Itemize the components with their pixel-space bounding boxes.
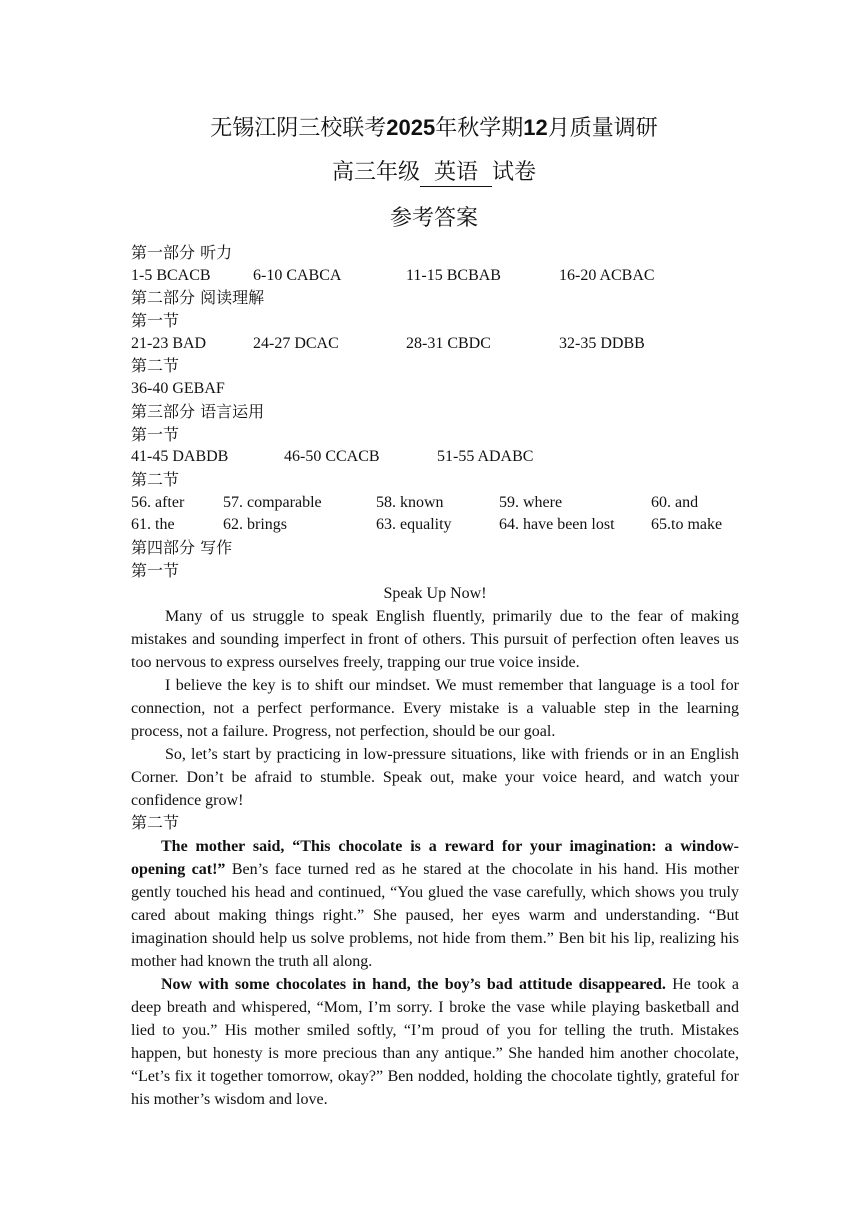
part1-answers [131,265,739,288]
fill-answer: 56. after [131,493,185,511]
answer-group: 11-15 BCBAB [406,266,501,284]
answer-group: 16-20 ACBAC [559,266,655,284]
fill-answer: 64. have been lost [499,516,615,534]
fill-answer: 65.to make [651,516,723,534]
story-paragraph-2-text: He took a deep breath and whispered, “Mom, I’m sorry. I broke the vase while playing basketball and lied to you.” His mother smiled softly, “I’m proud of you for telling the truth. Mistakes happen, but honesty is more precious than any antique.” She handed him another chocolate, “Let’s fix it together tomorrow, okay?” Ben nodded, holding the chocolate tightly, grateful for his mother’s wisdom and love. [131,976,740,1108]
essay-title: Speak Up Now! [383,585,487,603]
essay-paragraph-3: So, let’s start by practicing in low-pressure situations, like with friends or in an English Corner. Don’t be afraid to stumble. Speak out, make your voice heard, and watch your confidence grow! [131,746,739,810]
answer-group: 6-10 CABCA [253,266,342,284]
subject-label: 英语 [420,160,492,187]
essay-paragraph-1: Many of us struggle to speak English fluently, primarily due to the fear of making mistakes and sounding imperfect in front of others. This pursuit of perfection often leaves us too nervous to express ourselves freely, trapping our true voice inside. [131,608,739,672]
answer-group: 21-23 BAD [131,334,207,352]
document-body [131,242,739,1111]
fill-answer: 57. comparable [223,493,322,511]
part4-heading: 第四部分 写作 [131,537,233,557]
title-part2: 年秋学期 [435,116,524,141]
fill-answer: 59. where [499,493,563,511]
answer-group: 46-50 CCACB [284,448,380,466]
fill-answer: 62. brings [223,516,287,534]
title-part3: 月质量调研 [547,116,658,141]
part3-section1-answers [131,446,739,469]
fill-answer: 60. and [651,493,699,511]
answer-group: 24-27 DCAC [253,334,339,352]
document-title [0,113,868,144]
answer-group: 28-31 CBDC [406,334,491,352]
fill-answer: 58. known [376,493,444,511]
grade-label: 高三年级 [331,160,420,185]
story-paragraph-1 [131,835,739,973]
story-paragraph-2 [131,973,739,1111]
answer-group: 41-45 DABDB [131,448,229,466]
answer-group: 32-35 DDBB [559,334,645,352]
part3-section1-heading: 第一节 [131,424,180,444]
fill-answer: 61. the [131,516,175,534]
paper-subtitle [0,158,868,188]
part2-section1-heading: 第一节 [131,311,180,331]
part2-section2-heading: 第二节 [131,356,180,376]
title-month: 12 [523,115,548,140]
story-paragraph-1-text: Ben’s face turned red as he stared at the chocolate in his hand. His mother gently touched his head and continued, “You glued the vase carefully, which shows you truly cared about making things right.” She paused, her eyes warm and understanding. “But imagination should help us solve problems, not hide from them.” Ben bit his lip, realizing his mother had known the truth all along. [131,861,740,970]
answer-key-title: 参考答案 [389,206,478,231]
part3-fill-row1 [131,492,739,515]
part4-section2-heading: 第二节 [131,813,180,833]
fill-answer: 63. equality [376,516,452,534]
part1-heading: 第一部分 听力 [131,243,233,262]
answer-group: 51-55 ADABC [437,448,534,466]
part3-fill-row2 [131,514,739,537]
story-paragraph-1-lead: The mother said, “This chocolate is a reward for your imagination: a window-opening cat!” [131,838,739,878]
story-paragraph-2-lead: Now with some chocolates in hand, the boy’s bad attitude disappeared. [161,976,666,993]
part2-section2-answers: 36-40 GEBAF [131,380,225,398]
part4-section1-heading: 第一节 [131,560,180,580]
title-year: 2025 [386,115,436,140]
part3-section2-heading: 第二节 [131,469,180,489]
part2-section1-answers [131,333,739,356]
part2-heading: 第二部分 阅读理解 [131,288,265,308]
title-part1: 无锡江阴三校联考 [210,116,387,141]
answer-group: 1-5 BCACB [131,266,211,284]
essay-paragraph-2: I believe the key is to shift our mindset. We must remember that language is a tool for connection, not a perfect performance. Every mistake is a valuable step in the learning process, not a failure. Progress, not perfection, should be our goal. [131,677,739,741]
part3-heading: 第三部分 语言运用 [131,401,265,421]
paper-label: 试卷 [492,160,537,185]
